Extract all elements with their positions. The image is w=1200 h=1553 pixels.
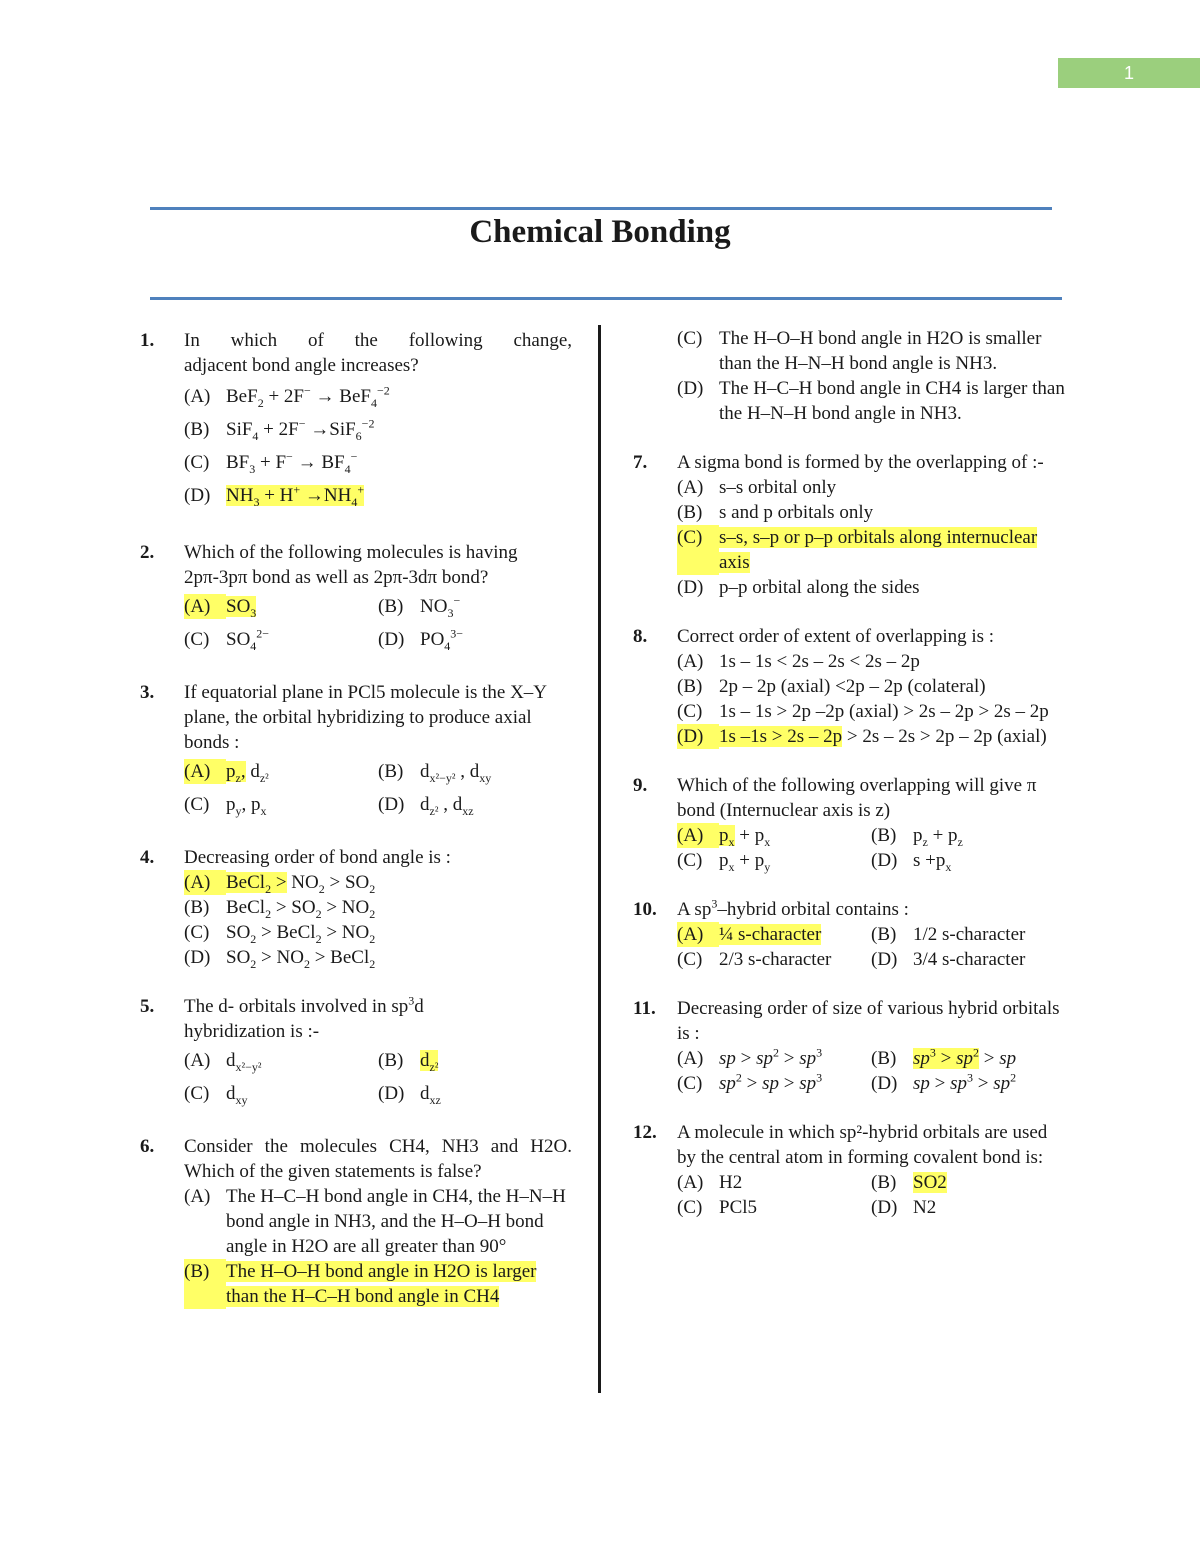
option-c: (C) s–s, s–p or p–p orbitals along internuclear axis [677, 527, 1038, 573]
question-stem-line: hybridization is :- [184, 1021, 320, 1042]
option-d: (D) p–p orbital along the sides [677, 577, 920, 598]
question-5 [140, 994, 572, 1110]
option-c: (C) $SO_4^{2-}$ [184, 626, 270, 653]
question-4 [140, 845, 572, 970]
option-c: (C) The H–O–H bond angle in H2O is smaller than the H–N–H bond angle is NH3. [677, 328, 1042, 374]
question-number: 7. [633, 452, 648, 473]
column-divider [598, 325, 601, 1393]
option-c: (C) PCl5 [677, 1197, 758, 1218]
question-8 [633, 624, 1065, 749]
option-a: (A) BeCl$_2$ > $NO_2 > SO_2$ [184, 872, 376, 896]
page-number-badge: 1 [1058, 58, 1200, 88]
option-d: (D) $d_{z^2}$ , $d_{xz}$ [378, 794, 474, 818]
question-stem: Decreasing order of bond angle is : [184, 847, 451, 868]
option-a: (A) $SO_3$ [184, 596, 257, 620]
option-c: (C) $p_y$, $p_x$ [184, 794, 267, 818]
option-d: (D) N2 [871, 1197, 937, 1218]
option-c: (C) $BF_3 + F^- \to BF_4^-$ [184, 450, 572, 475]
question-number: 11. [633, 998, 656, 1019]
option-c: (C) $SO_2$ > BeCl$_2$ > $NO_2$ [184, 922, 376, 946]
question-number: 4. [140, 847, 155, 868]
question-stem-line: The d- orbitals involved in $sp^3d$ [184, 993, 424, 1017]
option-a: (A) $d_{x^2-y^2}$ [184, 1050, 262, 1074]
option-c: (C) 2/3 s-character [677, 949, 832, 970]
option-d: (D) $SO_2 > NO_2$ > BeCl$_2$ [184, 947, 376, 971]
question-number: 9. [633, 775, 648, 796]
option-d: (D) 3/4 s-character [871, 949, 1026, 970]
option-c: (C) $sp^2$ > sp > $sp^3$ [677, 1070, 823, 1094]
option-a: (A) $p_x + p_x$ [677, 825, 771, 849]
option-b: (B) SiF$_4$ + 2F− →SiF$_6^{-2}$ [184, 417, 572, 442]
question-12 [633, 1120, 1065, 1220]
equation-c: $BF_3 + F^- \to BF_4^-$ [226, 449, 358, 476]
question-stem-line: Which of the given statements is false? [184, 1161, 482, 1182]
option-b: (B) s and p orbitals only [677, 502, 874, 523]
question-number: 2. [140, 542, 155, 563]
option-b: (B) 2p – 2p (axial) <2p – 2p (colateral) [677, 676, 986, 697]
question-stem: Which of the following molecules is having 2pπ-3pπ bond as well as 2pπ-3dπ bond? [184, 542, 518, 588]
question-number: 6. [140, 1136, 155, 1157]
option-a: (A) s–s orbital only [677, 477, 837, 498]
question-11 [633, 996, 1065, 1096]
option-b: (B) 1/2 s-character [871, 924, 1026, 945]
question-2 [140, 540, 572, 656]
option-a: (A) H2 [677, 1172, 743, 1193]
question-stem: If equatorial plane in PCl5 molecule is the X–Y plane, the orbital hybridizing to produce axial bonds : [184, 682, 547, 753]
option-b: (B) $p_z + p_z$ [871, 825, 963, 849]
question-10 [633, 897, 1065, 972]
option-d: (D) $PO_4^{3-}$ [378, 626, 464, 653]
question-6 [140, 1134, 572, 1309]
question-number: 1. [140, 330, 155, 351]
option-b: (B) $d_{z^2}$ [378, 1050, 439, 1074]
question-number: 3. [140, 682, 155, 703]
equation-d: $NH_3 + H^+ \to NH_4^+$ [226, 482, 365, 509]
option-c: (C) $d_{xy}$ [184, 1083, 248, 1107]
question-3 [140, 680, 572, 821]
option-a: (A) 1s – 1s < 2s – 2s < 2s – 2p [677, 651, 920, 672]
equation-a: BeF$_2$ + 2F− → BeF$_4^{-2}$ [226, 383, 390, 410]
question-6-continued [633, 326, 1065, 426]
question-7 [633, 450, 1065, 600]
option-a: (A) BeF$_2$ + 2F− → BeF$_4^{-2}$ [184, 384, 572, 409]
option-a: (A) sp > $sp^2 > sp^3$ [677, 1045, 823, 1069]
option-b: (B) SO2 [871, 1172, 947, 1193]
equation-b: SiF$_4$ + 2F− →SiF$_6^{-2}$ [226, 416, 375, 443]
question-number: 12. [633, 1122, 657, 1143]
page-title: Chemical Bonding [469, 214, 731, 250]
option-d: (D) 1s –1s > 2s – 2p > 2s – 2s > 2p – 2p (axial) [677, 726, 1047, 747]
option-a: (A) The H–C–H bond angle in CH4, the H–N–H bond angle in NH3, and the H–O–H bond angle in H2O are all greater than 90° [184, 1186, 566, 1257]
option-a: (A) $p_z$, $d_{z^2}$ [184, 761, 269, 785]
option-d: (D) sp > $sp^3 > sp^2$ [871, 1070, 1017, 1094]
question-stem: A sigma bond is formed by the overlapping of :- [677, 452, 1044, 473]
option-b: (B) BeCl$_2$ > $SO_2 > NO_2$ [184, 897, 376, 921]
option-d: (D) $s +p_x$ [871, 850, 952, 874]
left-column [140, 328, 572, 1333]
option-b: (B) $sp^3 > sp^2$ > sp [871, 1045, 1017, 1069]
question-1 [140, 328, 572, 516]
question-stem-line: adjacent bond angle increases? [184, 355, 419, 376]
option-d: (D) The H–C–H bond angle in CH4 is larger than the H–N–H bond angle in NH3. [677, 378, 1065, 424]
option-a: (A) ¼ s-character [677, 924, 822, 945]
right-column [633, 326, 1065, 1244]
question-stem: Correct order of extent of overlapping is : [677, 626, 995, 647]
question-stem-line: Consider the molecules CH4, NH3 and H2O. [184, 1136, 572, 1157]
question-stem-line: In which of the following change, [184, 330, 572, 351]
question-stem: Decreasing order of size of various hybrid orbitals is : [677, 998, 1060, 1044]
question-stem: A molecule in which sp²-hybrid orbitals are used by the central atom in forming covalent bond is: [677, 1122, 1048, 1168]
option-b: (B) $NO_3^-$ [378, 593, 461, 620]
option-d: (D) $d_{xz}$ [378, 1083, 441, 1107]
option-b: (B) The H–O–H bond angle in H2O is larger than the H–C–H bond angle in CH4 [184, 1261, 537, 1307]
option-d: (D) $NH_3 + H^+ \to NH_4^+$ [184, 483, 572, 508]
question-stem: A $sp^3$–hybrid orbital contains : [677, 896, 909, 920]
option-c: (C) $p_x + p_y$ [677, 850, 771, 874]
option-b: (B) $d_{x^2-y^2}$ , $d_{xy}$ [378, 761, 492, 785]
title-rule-top [150, 207, 1052, 210]
question-number: 10. [633, 899, 657, 920]
question-stem: Which of the following overlapping will give π bond (Internuclear axis is z) [677, 775, 1037, 821]
title-rule-bottom [150, 297, 1062, 300]
option-c: (C) 1s – 1s > 2p –2p (axial) > 2s – 2p > 2s – 2p [677, 701, 1049, 722]
question-number: 5. [140, 996, 155, 1017]
question-9 [633, 773, 1065, 873]
question-number: 8. [633, 626, 648, 647]
